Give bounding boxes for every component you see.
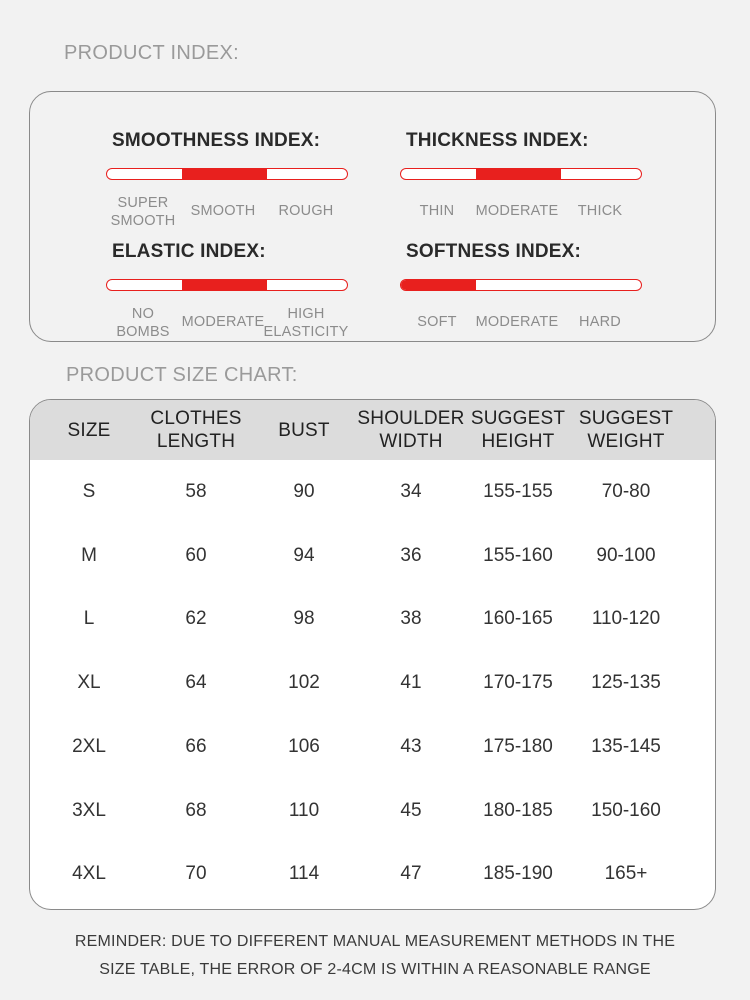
index-metric-title: SMOOTHNESS INDEX:	[112, 130, 321, 151]
table-cell: 110	[288, 799, 320, 821]
index-metric-title: SOFTNESS INDEX:	[406, 241, 582, 262]
reminder-line-2: SIZE TABLE, THE ERROR OF 2-4CM IS WITHIN A REASONABLE RANGE	[99, 961, 651, 978]
index-level-indicator	[182, 280, 267, 290]
index-level-bar	[400, 279, 642, 291]
product-index-title: PRODUCT INDEX:	[64, 42, 239, 64]
table-cell: 47	[400, 863, 422, 885]
table-cell: L	[83, 608, 95, 630]
index-metric	[400, 241, 642, 330]
index-level-label: MODERATE	[475, 203, 559, 219]
table-cell: 70-80	[601, 481, 651, 502]
table-cell: 175-180	[483, 735, 553, 757]
table-header-cell: SIZE	[67, 419, 111, 441]
table-row	[30, 587, 715, 651]
table-cell: 114	[288, 863, 320, 885]
index-level-label: SMOOTH	[190, 203, 256, 219]
table-cell: 45	[400, 799, 422, 821]
table-cell: 38	[400, 608, 422, 630]
table-cell: 3XL	[72, 799, 106, 821]
table-cell: 43	[400, 735, 422, 757]
table-cell: 60	[185, 544, 207, 566]
table-cell: 64	[185, 672, 207, 694]
table-cell: 150-160	[591, 799, 661, 821]
index-level-bar	[400, 168, 642, 180]
index-level-label: SOFT	[417, 314, 457, 330]
table-header-cell: CLOTHES LENGTH	[150, 408, 242, 452]
table-cell: 4XL	[72, 863, 106, 885]
table-cell: 2XL	[72, 735, 106, 757]
table-cell: 165+	[604, 863, 648, 885]
table-cell: 66	[185, 735, 207, 757]
index-level-labels	[400, 194, 642, 234]
table-header-row	[30, 400, 715, 460]
index-level-label: HIGH ELASTICITY	[263, 306, 349, 340]
table-row	[30, 779, 715, 843]
table-cell: 41	[400, 672, 422, 694]
index-level-labels	[106, 194, 348, 234]
index-level-bar	[106, 279, 348, 291]
index-level-label: MODERATE	[181, 314, 265, 330]
table-header-cell: SUGGEST HEIGHT	[470, 408, 566, 452]
table-row	[30, 715, 715, 779]
table-row	[30, 524, 715, 588]
table-cell: 155-160	[483, 544, 553, 566]
table-cell: 125-135	[591, 672, 661, 694]
table-row	[30, 651, 715, 715]
table-cell: 106	[288, 735, 320, 757]
index-level-label: NO BOMBS	[116, 306, 170, 340]
table-header-cell: BUST	[278, 419, 330, 441]
table-cell: 34	[400, 481, 422, 502]
table-row	[30, 842, 715, 906]
table-cell: 160-165	[483, 608, 553, 630]
index-level-label: SUPER SMOOTH	[110, 195, 176, 229]
table-cell: 102	[288, 672, 320, 694]
table-row	[30, 460, 715, 524]
table-cell: 68	[185, 799, 207, 821]
index-metric-title: ELASTIC INDEX:	[112, 241, 266, 262]
table-cell: 94	[293, 544, 315, 566]
index-metric	[400, 130, 642, 219]
size-chart-table	[29, 399, 716, 910]
table-cell: 36	[400, 544, 422, 566]
table-cell: 98	[293, 608, 315, 630]
size-chart-title: PRODUCT SIZE CHART:	[66, 364, 298, 386]
index-level-label: THICK	[577, 203, 623, 219]
index-level-label: ROUGH	[278, 203, 334, 219]
table-cell: 58	[185, 481, 207, 502]
table-cell: 155-155	[483, 481, 553, 502]
table-cell: 110-120	[591, 608, 661, 630]
index-level-label: THIN	[419, 203, 455, 219]
table-cell: S	[82, 481, 96, 502]
table-cell: 135-145	[591, 735, 661, 757]
table-cell: 70	[185, 863, 207, 885]
index-level-bar	[106, 168, 348, 180]
index-level-label: HARD	[579, 314, 621, 330]
index-metric	[106, 130, 348, 229]
index-level-indicator	[401, 280, 476, 290]
table-cell: 62	[185, 608, 207, 630]
reminder-line-1: REMINDER: DUE TO DIFFERENT MANUAL MEASUREMENT METHODS IN THE	[74, 933, 676, 950]
index-level-labels	[400, 305, 642, 345]
table-cell: 90	[293, 481, 315, 502]
table-header-cell: SUGGEST WEIGHT	[578, 408, 674, 452]
table-cell: M	[81, 544, 97, 566]
index-metric	[106, 241, 349, 340]
table-cell: 185-190	[483, 863, 553, 885]
table-cell: 170-175	[483, 672, 553, 694]
index-level-labels	[106, 305, 348, 345]
product-index-card	[29, 91, 716, 342]
table-cell: 180-185	[483, 799, 553, 821]
index-level-indicator	[476, 169, 561, 179]
index-metric-title: THICKNESS INDEX:	[406, 130, 589, 151]
table-cell: 90-100	[596, 544, 656, 566]
measurement-reminder	[0, 928, 750, 984]
table-cell: XL	[77, 672, 101, 694]
table-header-cell: SHOULDER WIDTH	[357, 408, 465, 452]
index-level-indicator	[182, 169, 267, 179]
index-level-label: MODERATE	[475, 314, 559, 330]
